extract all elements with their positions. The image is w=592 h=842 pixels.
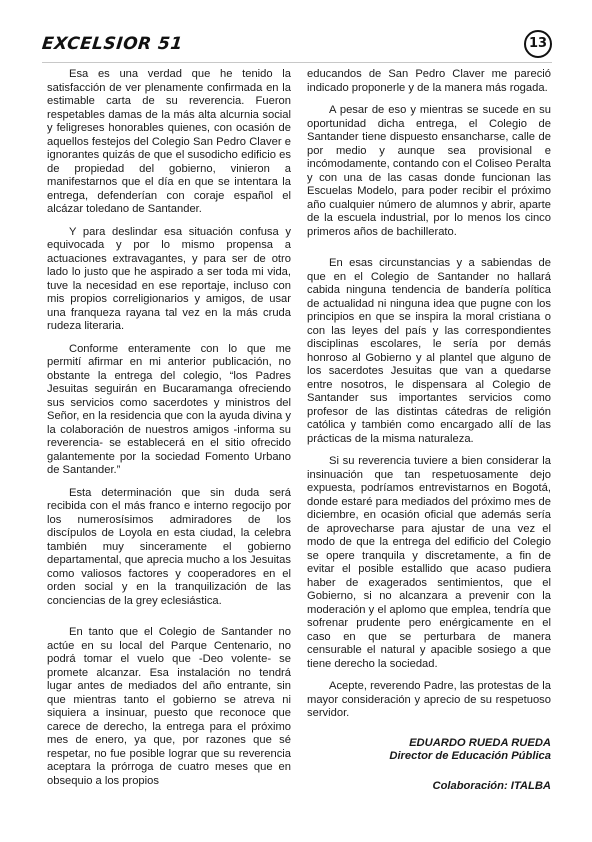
paragraph: Conforme enteramente con lo que me permití afirmar en mi anterior publicación, no obstante la entrega del colegio, “los Padres Jesuitas seguirán en Bucaramanga ofreciendo sus servicios como sacerdotes y ministros del Señor, en la residencia que con la ayuda divina y la colaboración de nuestros amigos -informa su reverencia- se establecerá en el sitio ofrecido galantemente por la sociedad Fomento Urbano de Santander.” bbox=[47, 342, 291, 476]
paragraph: Si su reverencia tuviere a bien considerar la insinuación que tan respetuosamente dejo expuesta, podríamos entrevistarnos en Bogotá, donde estaré para mediados del próximo mes de diciembre, en ocasión oficial que además sería de aprovecharse para ajustar de una vez el modo de que la entrega del edificio del Colegio se opere tranquila y discretamente, a fin de evitar el posible estallido que acaso pudiera haber de exagerados sentimientos, que el Gobierno, si no alcanzara a prevenir con la moderación y el aplomo que emplea, tendría que sofrenar prudente pero enérgicamente en el caso en que se perturbara de manera censurable el natural y apacible sosiego a que tiene derecho la sociedad. bbox=[307, 455, 551, 670]
masthead-title: EXCELSIOR 51 bbox=[40, 34, 184, 54]
signature-name: EDUARDO RUEDA RUEDA bbox=[409, 736, 551, 749]
paragraph: A pesar de eso y mientras se sucede en su oportunidad dicha entrega, el Colegio de Santander tiene dispuesto ensancharse, calle de por medio y aunque sea provisional e incómodamente, contando con el Coliseo Peralta y con una de las casas donde funcionan las Escuelas Modelo, para poder recibir el próximo año cualquier número de alumnos y abrir, aparte de la escuela industrial, por lo menos los cinco primeros años de bachillerato. bbox=[307, 104, 551, 238]
paragraph: En esas circunstancias y a sabiendas de que en el Colegio de Santander no hallará cabida ninguna tendencia de bandería política de actualidad ni ninguna idea que pugne con los principios en que se inspira la moral cristiana o con las leyes del país y las correspondientes disciplinas escolares, le sería por demás honroso al Gobierno y al plantel que alguno de los sacerdotes Jesuitas que van a quedarse entre nosotros, le dispensara al Colegio de Santander sus importantes servicios como profesor de las distintas cátedras de religión católica y también como encargado allí de las prácticas de la misma naturaleza. bbox=[307, 257, 551, 445]
paragraph: Esta determinación que sin duda será recibida con el más franco e interno regocijo por los numerosísimos admiradores de los discípulos de Loyola en esta ciudad, la celebra también muy sinceramente el gobierno departamental, que aprecia mucho a los Jesuitas como valiosos factores y cooperadores en el orden social y en la tranquilización de las conciencias de la grey eclesiástica. bbox=[47, 486, 291, 607]
paragraph: Acepte, reverendo Padre, las protestas de la mayor consideración y aprecio de su respetuoso servidor. bbox=[307, 680, 551, 719]
page-header bbox=[42, 30, 552, 58]
signature-title: Director de Educación Pública bbox=[389, 750, 551, 762]
paragraph: Y para deslindar esa situación confusa y equivocada y por lo mismo propensa a actuaciones extravagantes, y para ser de otro lado lo justo que he aspirado a ser toda mi vida, tuve la necesidad en ese reportaje, incluso con mis propios correligionarios y amigos, de usar una franqueza rayana tal vez en la más cruda rudeza literaria. bbox=[47, 225, 291, 332]
paragraph: educandos de San Pedro Claver me pareció indicado proponerle y de la manera más rogada. bbox=[307, 68, 551, 94]
page-number-badge: 13 bbox=[524, 30, 552, 58]
paragraph: En tanto que el Colegio de Santander no actúe en su local del Parque Centenario, no podrá tomar el vuelo que -Deo volente- se promete alcanzar. Esa instalación no tendrá lugar antes de mediados del año entrante, sin que mientras tanto el gobierno se atreva ni siquiera a insinuar, puesto que reconoce que carece de derecho, la entrega para el próximo mes de enero, ya que, por razones que sé respetar, no fue posible lograr que su reverencia aceptara la prórroga de cuatro meses que en obsequio a los propios bbox=[47, 626, 291, 787]
signature-block bbox=[307, 737, 551, 764]
header-divider bbox=[42, 62, 552, 63]
credit-line: Colaboración: ITALBA bbox=[432, 779, 551, 792]
right-column bbox=[307, 68, 551, 793]
left-column bbox=[47, 68, 291, 797]
paragraph: Esa es una verdad que he tenido la satisfacción de ver plenamente confirmada en la estimable carta de su reverencia. Fueron respetables damas de la más alta alcurnia social y feligreses honorables quienes, con ocasión de aquellos festejos del Colegio San Pedro Claver e ignorantes quizás de que el susodicho edificio es de propiedad del gobierno, vinieron a manifestarnos que el día en que se intentara la entrega, defenderían con coraje español el alcázar toledano de Santander. bbox=[47, 68, 291, 215]
